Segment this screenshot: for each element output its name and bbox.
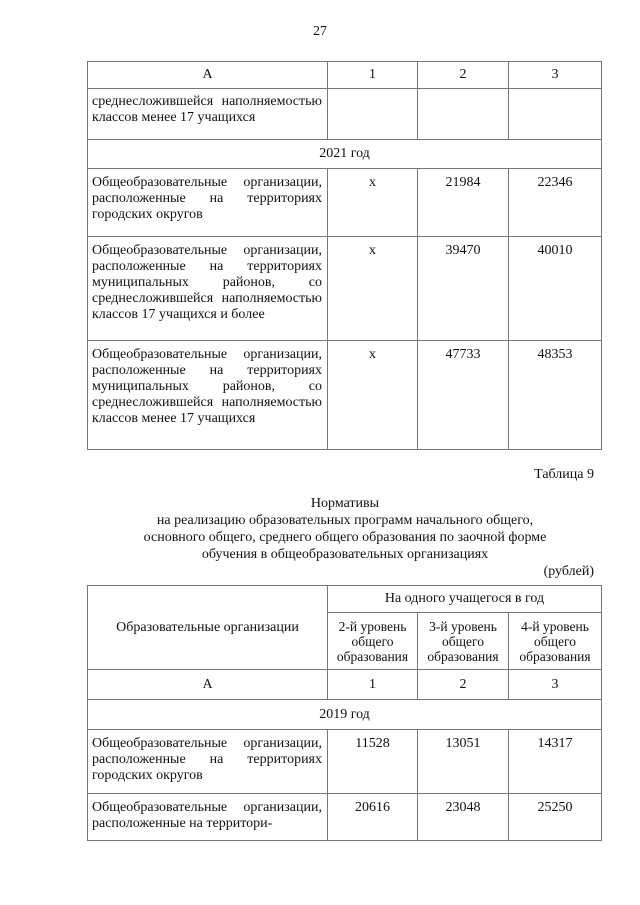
header-org: Образовательные организации — [88, 586, 328, 670]
column-header: 2 — [418, 62, 509, 89]
org-cell: Общеобразовательные организации, расположенные на территори- — [88, 794, 328, 841]
norms-table-continued — [87, 61, 602, 450]
value-cell: 40010 — [509, 237, 602, 341]
title-line: Нормативы — [310, 496, 380, 511]
table-title — [90, 495, 600, 563]
org-cell: Общеобразовательные организации, расположенные на территориях муниципальных районов, со среднесложившейся наполняемостью классов 17 учащихся и более — [88, 237, 328, 341]
table-row — [88, 89, 602, 140]
value-cell: 22346 — [509, 169, 602, 237]
table-row — [88, 237, 602, 341]
title-line: основного общего, среднего общего образования по заочной форме — [143, 530, 547, 545]
table-label: Таблица 9 — [534, 467, 594, 482]
title-line: на реализацию образовательных программ начального общего, — [156, 513, 534, 528]
level-header: 2-й уровень общего образования — [328, 613, 418, 670]
value-cell: 48353 — [509, 341, 602, 450]
column-header: 2 — [418, 670, 509, 700]
org-cell: среднесложившейся наполняемостью классов менее 17 учащихся — [88, 89, 328, 140]
table-row — [88, 730, 602, 794]
org-cell: Общеобразовательные организации, расположенные на территориях муниципальных районов, со среднесложившейся наполняемостью классов менее 17 учащихся — [88, 341, 328, 450]
org-cell: Общеобразовательные организации, расположенные на территориях городских округов — [88, 169, 328, 237]
column-header: 1 — [328, 62, 418, 89]
year-label: 2019 год — [88, 700, 602, 730]
value-cell: 13051 — [418, 730, 509, 794]
value-cell: 20616 — [328, 794, 418, 841]
column-header: А — [88, 670, 328, 700]
value-cell: 25250 — [509, 794, 602, 841]
value-cell: 14317 — [509, 730, 602, 794]
value-cell: 47733 — [418, 341, 509, 450]
column-index-row — [88, 670, 602, 700]
table-row — [88, 794, 602, 841]
column-header: А — [88, 62, 328, 89]
value-cell: 11528 — [328, 730, 418, 794]
column-header: 3 — [509, 62, 602, 89]
value-cell: х — [328, 341, 418, 450]
title-line: обучения в общеобразовательных организациях — [201, 547, 489, 562]
table-row — [88, 341, 602, 450]
year-label: 2021 год — [88, 140, 602, 169]
level-header: 4-й уровень общего образования — [509, 613, 602, 670]
value-cell: х — [328, 237, 418, 341]
value-cell: 23048 — [418, 794, 509, 841]
column-header: 1 — [328, 670, 418, 700]
header-row — [88, 586, 602, 613]
year-row — [88, 700, 602, 730]
unit-label: (рублей) — [543, 564, 594, 579]
org-cell: Общеобразовательные организации, расположенные на территориях городских округов — [88, 730, 328, 794]
header-group: На одного учащегося в год — [328, 586, 602, 613]
value-cell: 39470 — [418, 237, 509, 341]
column-header: 3 — [509, 670, 602, 700]
value-cell: 21984 — [418, 169, 509, 237]
value-cell: х — [328, 169, 418, 237]
norms-table — [87, 585, 602, 841]
column-index-row — [88, 62, 602, 89]
year-row — [88, 140, 602, 169]
table-row — [88, 169, 602, 237]
page-number: 27 — [313, 24, 327, 39]
level-header: 3-й уровень общего образования — [418, 613, 509, 670]
